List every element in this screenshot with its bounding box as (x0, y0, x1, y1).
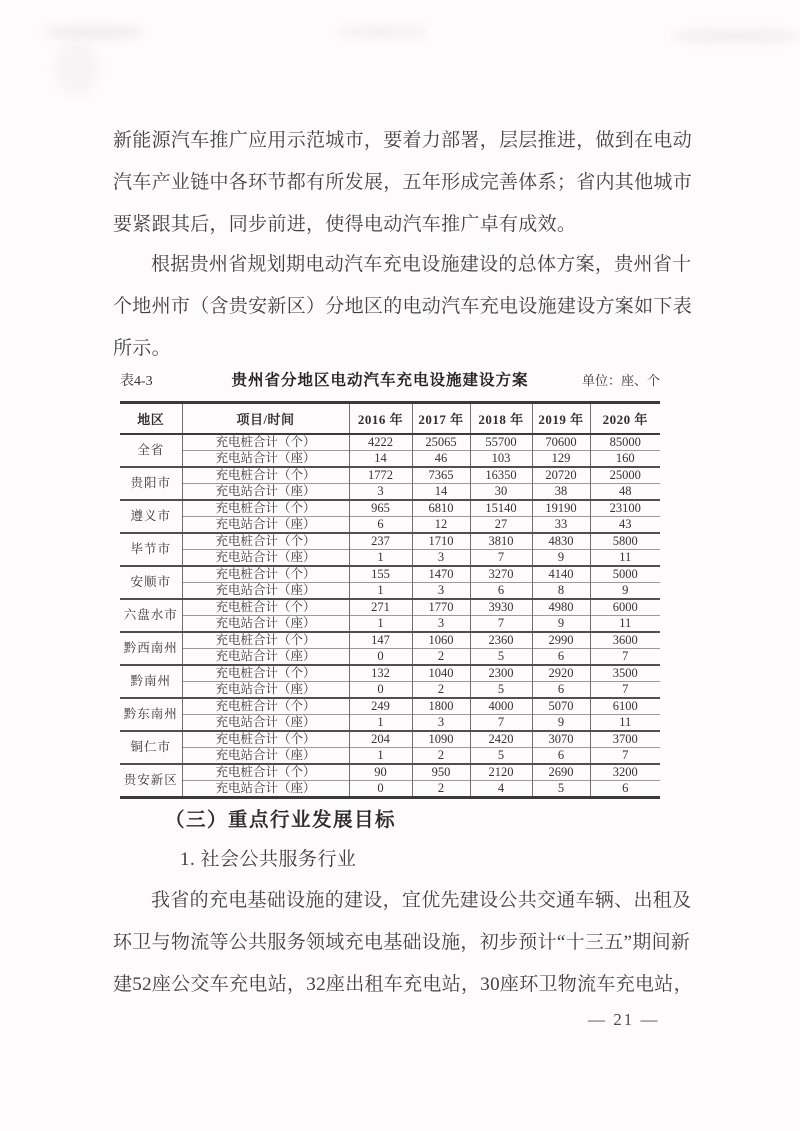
row-item-label: 充电站合计（座） (182, 516, 349, 533)
row-item-label: 充电桩合计（个） (182, 566, 349, 583)
cell-value: 6810 (412, 500, 470, 517)
cell-value: 7 (470, 714, 532, 731)
cell-value: 1710 (412, 533, 470, 550)
cell-value: 3200 (590, 764, 660, 781)
row-item-label: 充电站合计（座） (182, 549, 349, 566)
cell-value: 5 (470, 681, 532, 698)
region-name: 贵安新区 (120, 764, 182, 798)
paragraph-intro (113, 120, 693, 246)
cell-value: 2360 (470, 632, 532, 649)
region-name: 六盘水市 (120, 599, 182, 632)
table-row (120, 566, 660, 583)
cell-value: 33 (532, 516, 590, 533)
cell-value: 1 (349, 549, 412, 566)
charging-plan-table (120, 401, 660, 799)
cell-value: 1 (349, 582, 412, 599)
table-row (120, 764, 660, 781)
cell-value: 4980 (532, 599, 590, 616)
table-header-row (120, 403, 660, 434)
row-item-label: 充电桩合计（个） (182, 434, 349, 451)
region-name: 贵阳市 (120, 467, 182, 500)
paragraph-line: 所示。 (113, 338, 171, 359)
cell-value: 3270 (470, 566, 532, 583)
cell-value: 25065 (412, 434, 470, 451)
cell-value: 5070 (532, 698, 590, 715)
cell-value: 9 (532, 615, 590, 632)
table-row (120, 747, 660, 764)
row-item-label: 充电桩合计（个） (182, 467, 349, 484)
row-item-label: 充电站合计（座） (182, 714, 349, 731)
cell-value: 2 (412, 681, 470, 698)
cell-value: 43 (590, 516, 660, 533)
table-row (120, 698, 660, 715)
table-row (120, 533, 660, 550)
row-item-label: 充电桩合计（个） (182, 599, 349, 616)
scan-smudge (55, 42, 99, 94)
cell-value: 2920 (532, 665, 590, 682)
cell-value: 6 (470, 582, 532, 599)
cell-value: 7 (590, 648, 660, 665)
region-name: 安顺市 (120, 566, 182, 599)
cell-value: 5800 (590, 533, 660, 550)
paragraph-line: 建52座公交车充电站，32座出租车充电站，30座环卫物流车充电站， (113, 974, 693, 995)
table-unit: 单位：座、个 (581, 373, 660, 388)
cell-value: 204 (349, 731, 412, 748)
col-header-item: 项目/时间 (182, 403, 349, 434)
cell-value: 11 (590, 549, 660, 566)
row-item-label: 充电站合计（座） (182, 450, 349, 467)
cell-value: 6000 (590, 599, 660, 616)
cell-value: 5 (470, 648, 532, 665)
cell-value: 3930 (470, 599, 532, 616)
cell-value: 14 (412, 483, 470, 500)
region-name: 黔东南州 (120, 698, 182, 731)
row-item-label: 充电站合计（座） (182, 681, 349, 698)
paragraph-line: 我省的充电基础设施的建设，宜优先建设公共交通车辆、出租及 (151, 890, 692, 911)
cell-value: 27 (470, 516, 532, 533)
cell-value: 90 (349, 764, 412, 781)
cell-value: 8 (532, 582, 590, 599)
cell-value: 7 (590, 747, 660, 764)
cell-value: 1770 (412, 599, 470, 616)
cell-value: 3 (412, 714, 470, 731)
cell-value: 2990 (532, 632, 590, 649)
cell-value: 2120 (470, 764, 532, 781)
cell-value: 9 (532, 549, 590, 566)
cell-value: 12 (412, 516, 470, 533)
paragraph-table-lead (113, 244, 693, 370)
cell-value: 3 (349, 483, 412, 500)
table-row (120, 714, 660, 731)
cell-value: 3 (412, 549, 470, 566)
cell-value: 23100 (590, 500, 660, 517)
row-item-label: 充电站合计（座） (182, 648, 349, 665)
table-body (120, 434, 660, 798)
cell-value: 6 (590, 780, 660, 797)
cell-value: 6 (532, 747, 590, 764)
row-item-label: 充电桩合计（个） (182, 500, 349, 517)
section-heading: （三）重点行业发展目标 (165, 810, 397, 831)
row-item-label: 充电站合计（座） (182, 582, 349, 599)
cell-value: 3 (412, 615, 470, 632)
table-row (120, 434, 660, 451)
cell-value: 1060 (412, 632, 470, 649)
cell-value: 0 (349, 681, 412, 698)
cell-value: 1 (349, 615, 412, 632)
row-item-label: 充电桩合计（个） (182, 731, 349, 748)
cell-value: 160 (590, 450, 660, 467)
cell-value: 11 (590, 615, 660, 632)
row-item-label: 充电站合计（座） (182, 780, 349, 797)
cell-value: 4222 (349, 434, 412, 451)
cell-value: 85000 (590, 434, 660, 451)
paragraph-line: 要紧跟其后，同步前进，使得电动汽车推广卓有成效。 (113, 214, 577, 235)
table-caption (120, 368, 660, 392)
cell-value: 9 (532, 714, 590, 731)
cell-value: 6 (532, 648, 590, 665)
cell-value: 3810 (470, 533, 532, 550)
region-name: 黔南州 (120, 665, 182, 698)
cell-value: 2 (412, 780, 470, 797)
row-item-label: 充电站合计（座） (182, 615, 349, 632)
cell-value: 20720 (532, 467, 590, 484)
cell-value: 147 (349, 632, 412, 649)
paragraph-line: 汽车产业链中各环节都有所发展，五年形成完善体系；省内其他城市 (113, 172, 693, 193)
cell-value: 1040 (412, 665, 470, 682)
cell-value: 1 (349, 747, 412, 764)
cell-value: 0 (349, 780, 412, 797)
page-content (113, 0, 693, 1131)
table-row (120, 450, 660, 467)
cell-value: 3700 (590, 731, 660, 748)
paragraph-line: 个地州市（含贵安新区）分地区的电动汽车充电设施建设方案如下表 (113, 296, 693, 317)
table-label: 表4-3 (120, 374, 153, 389)
cell-value: 129 (532, 450, 590, 467)
cell-value: 2 (412, 648, 470, 665)
table-row (120, 632, 660, 649)
table-row (120, 599, 660, 616)
cell-value: 16350 (470, 467, 532, 484)
page-number: — 21 — (588, 1010, 660, 1029)
cell-value: 55700 (470, 434, 532, 451)
cell-value: 25000 (590, 467, 660, 484)
table-row (120, 681, 660, 698)
cell-value: 2420 (470, 731, 532, 748)
cell-value: 70600 (532, 434, 590, 451)
cell-value: 5 (532, 780, 590, 797)
row-item-label: 充电桩合计（个） (182, 632, 349, 649)
cell-value: 38 (532, 483, 590, 500)
cell-value: 0 (349, 648, 412, 665)
row-item-label: 充电站合计（座） (182, 747, 349, 764)
row-item-label: 充电站合计（座） (182, 483, 349, 500)
table-row (120, 731, 660, 748)
cell-value: 48 (590, 483, 660, 500)
region-name: 毕节市 (120, 533, 182, 566)
table-row (120, 780, 660, 797)
table-title: 贵州省分地区电动汽车充电设施建设方案 (231, 372, 529, 389)
cell-value: 15140 (470, 500, 532, 517)
region-name: 遵义市 (120, 500, 182, 533)
table-row (120, 516, 660, 533)
cell-value: 1772 (349, 467, 412, 484)
cell-value: 6 (532, 681, 590, 698)
cell-value: 237 (349, 533, 412, 550)
cell-value: 2 (412, 747, 470, 764)
cell-value: 3500 (590, 665, 660, 682)
paragraph-line: 新能源汽车推广应用示范城市，要着力部署，层层推进，做到在电动 (113, 130, 693, 151)
table-row (120, 582, 660, 599)
table-block (120, 368, 660, 799)
cell-value: 249 (349, 698, 412, 715)
paragraph-targets (113, 880, 693, 1006)
cell-value: 132 (349, 665, 412, 682)
cell-value: 4000 (470, 698, 532, 715)
cell-value: 14 (349, 450, 412, 467)
cell-value: 7 (470, 549, 532, 566)
cell-value: 7 (590, 681, 660, 698)
table-row (120, 500, 660, 517)
row-item-label: 充电桩合计（个） (182, 698, 349, 715)
col-header-2020: 2020 年 (590, 403, 660, 434)
col-header-2017: 2017 年 (412, 403, 470, 434)
cell-value: 965 (349, 500, 412, 517)
paragraph-line: 根据贵州省规划期电动汽车充电设施建设的总体方案，贵州省十 (151, 254, 692, 275)
table-row (120, 615, 660, 632)
cell-value: 3070 (532, 731, 590, 748)
cell-value: 30 (470, 483, 532, 500)
row-item-label: 充电桩合计（个） (182, 764, 349, 781)
cell-value: 4140 (532, 566, 590, 583)
cell-value: 6100 (590, 698, 660, 715)
cell-value: 6 (349, 516, 412, 533)
cell-value: 46 (412, 450, 470, 467)
table-row (120, 549, 660, 566)
cell-value: 5 (470, 747, 532, 764)
cell-value: 1090 (412, 731, 470, 748)
table-row (120, 665, 660, 682)
table-row (120, 483, 660, 500)
cell-value: 9 (590, 582, 660, 599)
cell-value: 11 (590, 714, 660, 731)
cell-value: 5000 (590, 566, 660, 583)
col-header-2018: 2018 年 (470, 403, 532, 434)
col-header-2016: 2016 年 (349, 403, 412, 434)
cell-value: 3 (412, 582, 470, 599)
col-header-region: 地区 (120, 403, 182, 434)
cell-value: 155 (349, 566, 412, 583)
region-name: 全省 (120, 434, 182, 467)
region-name: 黔西南州 (120, 632, 182, 665)
paragraph-line: 环卫与物流等公共服务领域充电基础设施，初步预计“十三五”期间新 (113, 932, 691, 953)
cell-value: 4830 (532, 533, 590, 550)
region-name: 铜仁市 (120, 731, 182, 764)
cell-value: 2690 (532, 764, 590, 781)
table-row (120, 648, 660, 665)
cell-value: 19190 (532, 500, 590, 517)
scan-smudge (672, 30, 800, 42)
cell-value: 1800 (412, 698, 470, 715)
cell-value: 4 (470, 780, 532, 797)
subsection-heading: 1. 社会公共服务行业 (180, 849, 357, 870)
cell-value: 103 (470, 450, 532, 467)
cell-value: 7365 (412, 467, 470, 484)
cell-value: 950 (412, 764, 470, 781)
cell-value: 1470 (412, 566, 470, 583)
col-header-2019: 2019 年 (532, 403, 590, 434)
cell-value: 3600 (590, 632, 660, 649)
cell-value: 7 (470, 615, 532, 632)
table-row (120, 467, 660, 484)
table-header (120, 403, 660, 434)
cell-value: 2300 (470, 665, 532, 682)
cell-value: 271 (349, 599, 412, 616)
row-item-label: 充电桩合计（个） (182, 665, 349, 682)
cell-value: 1 (349, 714, 412, 731)
row-item-label: 充电桩合计（个） (182, 533, 349, 550)
